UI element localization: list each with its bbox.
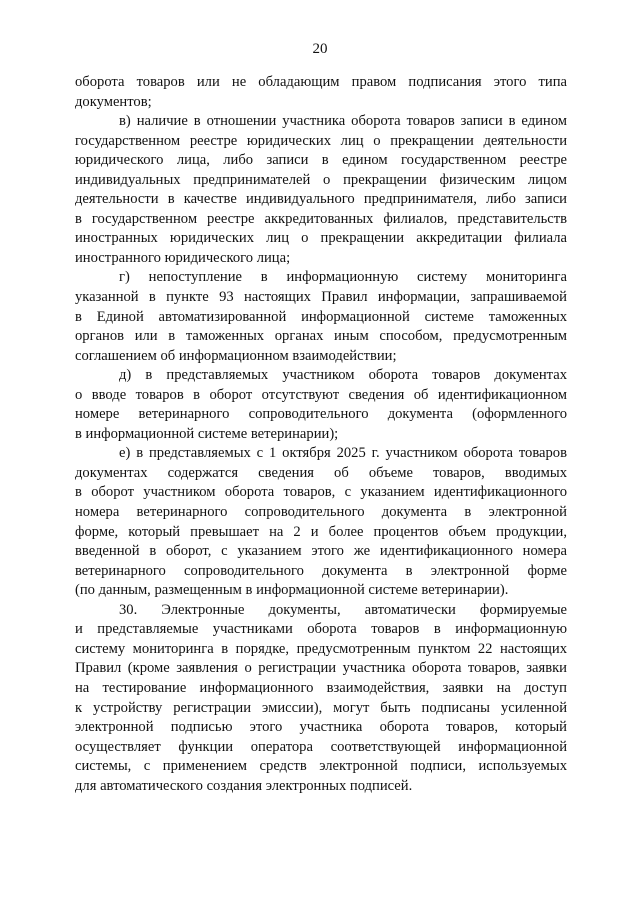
text-line: номера ветеринарного сопроводительного документа в электронной <box>75 504 567 521</box>
text-line: органов или в таможенных органах иным способом, предусмотренным <box>75 328 567 345</box>
text-line: (по данным, размещенным в информационной системе ветеринарии). <box>75 582 509 599</box>
paragraph <box>75 268 567 366</box>
text-line: электронной подписью этого участника оборота товаров, который <box>75 719 567 736</box>
text-line: для автоматического создания электронных подписей. <box>75 777 413 794</box>
text-line: и представляемые участниками оборота товаров в информационную <box>75 621 567 638</box>
text-line: системы, с применением средств электронной подписи, используемых <box>75 758 567 775</box>
text-line: на тестирование информационного взаимодействия, заявки на доступ <box>75 679 567 696</box>
text-line: деятельности в качестве индивидуального предпринимателя, либо записи <box>75 191 567 208</box>
text-line: государственном реестре юридических лиц о прекращении деятельности <box>75 132 567 149</box>
text-line: е) в представляемых с 1 октября 2025 г. участником оборота товаров <box>119 445 567 462</box>
text-line: осуществляет функции оператора соответствующей информационной <box>75 738 567 755</box>
text-line: форме, который превышает на 2 и более процентов объем продукции, <box>75 523 567 540</box>
paragraph <box>75 444 567 600</box>
text-line: к устройству регистрации эмиссии), могут быть подписаны усиленной <box>75 699 567 716</box>
text-line: документах содержатся сведения об объеме товаров, вводимых <box>75 464 567 481</box>
text-line: ветеринарного сопроводительного документа в электронной форме <box>75 562 567 579</box>
text-line: систему мониторинга в порядке, предусмотренным пунктом 22 настоящих <box>75 640 567 657</box>
text-line: д) в представляемых участником оборота товаров документах <box>119 367 567 384</box>
text-line: г) непоступление в информационную систему мониторинга <box>119 269 567 286</box>
text-line: в) наличие в отношении участника оборота товаров записи в едином <box>119 113 567 130</box>
text-line: в Единой автоматизированной информационной системе таможенных <box>75 308 567 325</box>
text-line: 30. Электронные документы, автоматически формируемые <box>119 601 567 618</box>
text-line: юридического лица, либо записи в едином государственном реестре <box>75 152 567 169</box>
text-line: соглашением об информационном взаимодействии; <box>75 347 397 364</box>
text-line: в информационной системе ветеринарии); <box>75 425 339 442</box>
text-line: индивидуальных предпринимателей о прекращении физическим лицом <box>75 171 567 188</box>
paragraph <box>75 73 567 112</box>
paragraph <box>75 366 567 444</box>
text-line: введенной в оборот, с указанием этого же идентификационного номера <box>75 543 567 560</box>
page-number: 20 <box>312 41 328 57</box>
text-line: Правил (кроме заявления о регистрации участника оборота товаров, заявки <box>75 660 567 677</box>
text-line: в государственном реестре аккредитованных филиалов, представительств <box>75 210 567 227</box>
paragraph <box>75 601 567 796</box>
text-line: номере ветеринарного сопроводительного документа (оформленного <box>75 406 567 423</box>
text-line: оборота товаров или не обладающим правом подписания этого типа <box>75 74 567 90</box>
text-line: в оборот участником оборота товаров, с указанием идентификационного <box>75 484 567 501</box>
text-line: указанной в пункте 93 настоящих Правил информации, запрашиваемой <box>75 289 567 306</box>
text-line: о вводе товаров в оборот отсутствуют сведения об идентификационном <box>75 386 567 403</box>
text-line: иностранных юридических лиц о прекращении аккредитации филиала <box>75 230 567 247</box>
document-body <box>75 73 567 796</box>
text-line: иностранного юридического лица; <box>75 249 291 266</box>
paragraph <box>75 112 567 268</box>
text-line: документов; <box>75 93 152 110</box>
